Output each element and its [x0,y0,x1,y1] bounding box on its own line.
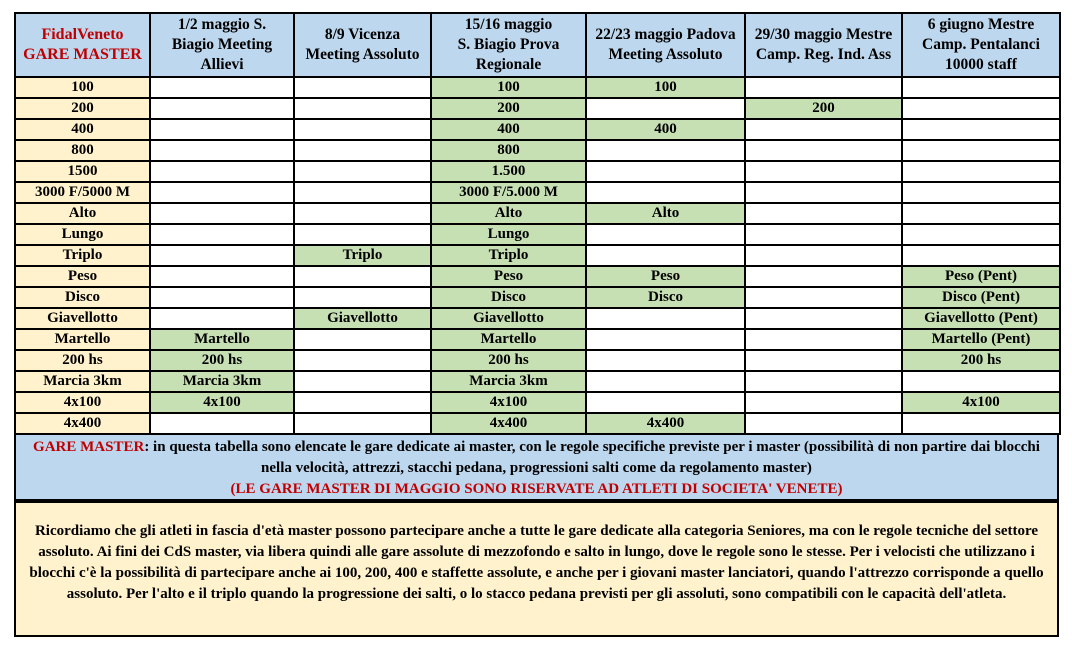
table-cell [150,98,294,119]
table-cell [902,371,1060,392]
table-cell [294,203,431,224]
event-label: Disco [15,287,150,308]
table-cell: Peso [431,266,586,287]
table-cell [150,308,294,329]
event-label: Peso [15,266,150,287]
event-label: Giavellotto [15,308,150,329]
table-cell [745,413,902,434]
table-cell: 4x100 [431,392,586,413]
table-cell [745,371,902,392]
header-line: Regionale [475,56,542,73]
table-row [15,119,1060,140]
table-cell: 100 [586,77,745,98]
header-row [15,13,1060,77]
table-row [15,266,1060,287]
header-line: 29/30 maggio Mestre [754,26,893,43]
table-row [15,161,1060,182]
table-row [15,245,1060,266]
table-cell: 800 [431,140,586,161]
table-cell [150,161,294,182]
table-cell [586,245,745,266]
table-cell: Lungo [431,224,586,245]
table-cell [745,140,902,161]
table-cell [294,98,431,119]
table-cell [745,287,902,308]
table-cell: 200 [745,98,902,119]
table-cell [586,371,745,392]
seniores-note [14,501,1059,637]
table-cell [294,161,431,182]
table-cell: Martello (Pent) [902,329,1060,350]
table-cell [745,392,902,413]
table-cell [150,413,294,434]
table-cell [745,329,902,350]
header-line: 22/23 maggio Padova [595,26,736,43]
table-cell [294,329,431,350]
event-column-header [150,13,294,77]
table-cell: Marcia 3km [150,371,294,392]
table-cell: Alto [586,203,745,224]
event-label: Triplo [15,245,150,266]
table-row [15,77,1060,98]
event-column-header [902,13,1060,77]
table-cell [294,266,431,287]
event-column-header [431,13,586,77]
table-cell [294,182,431,203]
table-cell [902,119,1060,140]
table-cell [586,350,745,371]
table-row [15,287,1060,308]
table-cell [586,224,745,245]
table-row [15,98,1060,119]
table-cell: 200 hs [902,350,1060,371]
table-cell: 400 [586,119,745,140]
table-cell: Peso (Pent) [902,266,1060,287]
table-cell [150,77,294,98]
header-line: Camp. Pentalanci [922,36,1040,53]
table-row [15,350,1060,371]
seniores-note-text: Ricordiamo che gli atleti in fascia d'età master possono partecipare anche a tutte le gare dedicate alla categoria Seniores, ma con le regole tecniche del settore assoluto. Ai fini dei CdS master, via libera quindi alle gare assolute di mezzofondo e salto in lungo, dove le regole sono le stesse. Per i velocisti che utilizzano i blocchi c'è la possibilità di partecipare anche ai 100, 200, 400 e staffette assolute, e anche per i giovani master lanciatori, quando l'attrezzo corrisponde a quello assoluto. Per l'alto e il triplo quando la progressione dei salti, o lo stacco pedana previsti per gli assoluti, sono compatibili con le capacità dell'atleta. [29,523,1044,602]
table-cell: Giavellotto (Pent) [902,308,1060,329]
header-line: 15/16 maggio [464,16,553,33]
header-line: Biagio Meeting [171,36,273,53]
table-cell: 200 hs [150,350,294,371]
header-line: 6 giugno Mestre [927,16,1035,33]
table-cell: Giavellotto [294,308,431,329]
table-cell [150,266,294,287]
table-cell [902,245,1060,266]
event-column-header [294,13,431,77]
master-note-lead: GARE MASTER [33,439,145,455]
table-cell [586,98,745,119]
table-cell [294,140,431,161]
event-label: Alto [15,203,150,224]
table-cell [745,224,902,245]
table-cell: 4x100 [902,392,1060,413]
schedule-table [14,12,1061,435]
table-cell: Alto [431,203,586,224]
event-label: 3000 F/5000 M [15,182,150,203]
table-row [15,140,1060,161]
master-note-warning: (LE GARE MASTER DI MAGGIO SONO RISERVATE AD ATLETI DI SOCIETA' VENETE) [230,481,843,497]
table-cell [586,308,745,329]
table-cell: 4x100 [150,392,294,413]
table-cell [745,77,902,98]
header-line: 8/9 Vicenza [324,26,401,43]
table-cell [902,77,1060,98]
table-row [15,308,1060,329]
header-line: 1/2 maggio S. [177,16,267,33]
header-line: Meeting Assoluto [305,46,420,63]
table-cell [586,182,745,203]
table-row [15,392,1060,413]
table-cell [294,371,431,392]
table-cell: 4x400 [586,413,745,434]
table-cell: 3000 F/5.000 M [431,182,586,203]
table-cell: 1.500 [431,161,586,182]
table-row [15,224,1060,245]
event-label: 4x400 [15,413,150,434]
table-cell [586,161,745,182]
event-label: 400 [15,119,150,140]
table-cell: 4x400 [431,413,586,434]
header-line: Camp. Reg. Ind. Ass [755,46,892,63]
table-cell [150,245,294,266]
table-cell: 100 [431,77,586,98]
master-note-text: : in questa tabella sono elencate le gare dedicate ai master, con le regole specifiche previste per i master (possibilità di non partire dai blocchi nella velocità, attrezzi, stacchi pedana, progressioni salti come da regolamento master) [144,439,1040,476]
table-cell [150,140,294,161]
table-cell [902,203,1060,224]
table-cell [294,413,431,434]
table-cell [150,182,294,203]
table-cell [150,287,294,308]
table-cell [294,287,431,308]
table-cell [745,266,902,287]
table-cell [294,392,431,413]
event-label: 1500 [15,161,150,182]
event-column-header [745,13,902,77]
table-cell [902,182,1060,203]
table-cell [150,203,294,224]
table-cell [294,224,431,245]
table-cell [902,140,1060,161]
event-label: 800 [15,140,150,161]
table-row [15,203,1060,224]
table-cell [586,329,745,350]
table-cell [902,98,1060,119]
table-row [15,182,1060,203]
table-cell [902,161,1060,182]
event-label: Marcia 3km [15,371,150,392]
event-label: 4x100 [15,392,150,413]
table-cell [586,392,745,413]
table-cell [294,77,431,98]
table-row [15,413,1060,434]
schedule-sheet [14,12,1059,637]
header-line: Allievi [200,56,244,73]
org-name: FidalVeneto [41,26,124,43]
table-cell: Disco (Pent) [902,287,1060,308]
table-row [15,329,1060,350]
table-cell [745,161,902,182]
table-cell [745,182,902,203]
table-cell: 400 [431,119,586,140]
table-cell: Martello [431,329,586,350]
event-column-header [586,13,745,77]
table-cell: 200 [431,98,586,119]
table-title: GARE MASTER [23,46,142,63]
corner-header [15,13,150,77]
table-row [15,371,1060,392]
table-cell [745,119,902,140]
table-cell [902,224,1060,245]
table-cell: Triplo [431,245,586,266]
table-cell [745,350,902,371]
table-cell [150,119,294,140]
table-cell [294,119,431,140]
header-line: 10000 staff [945,56,1017,73]
table-cell [745,245,902,266]
table-cell: 200 hs [431,350,586,371]
table-cell: Disco [431,287,586,308]
event-label: 200 [15,98,150,119]
table-cell: Triplo [294,245,431,266]
master-note [14,435,1059,501]
table-cell [745,308,902,329]
table-cell: Disco [586,287,745,308]
header-line: Meeting Assoluto [608,46,723,63]
event-label: 200 hs [15,350,150,371]
table-cell: Martello [150,329,294,350]
table-cell: Giavellotto [431,308,586,329]
event-label: Martello [15,329,150,350]
table-cell [902,413,1060,434]
table-cell: Marcia 3km [431,371,586,392]
table-cell: Peso [586,266,745,287]
table-cell [150,224,294,245]
event-label: Lungo [15,224,150,245]
table-cell [294,350,431,371]
event-label: 100 [15,77,150,98]
table-cell [745,203,902,224]
header-line: S. Biagio Prova [457,36,560,53]
table-cell [586,140,745,161]
